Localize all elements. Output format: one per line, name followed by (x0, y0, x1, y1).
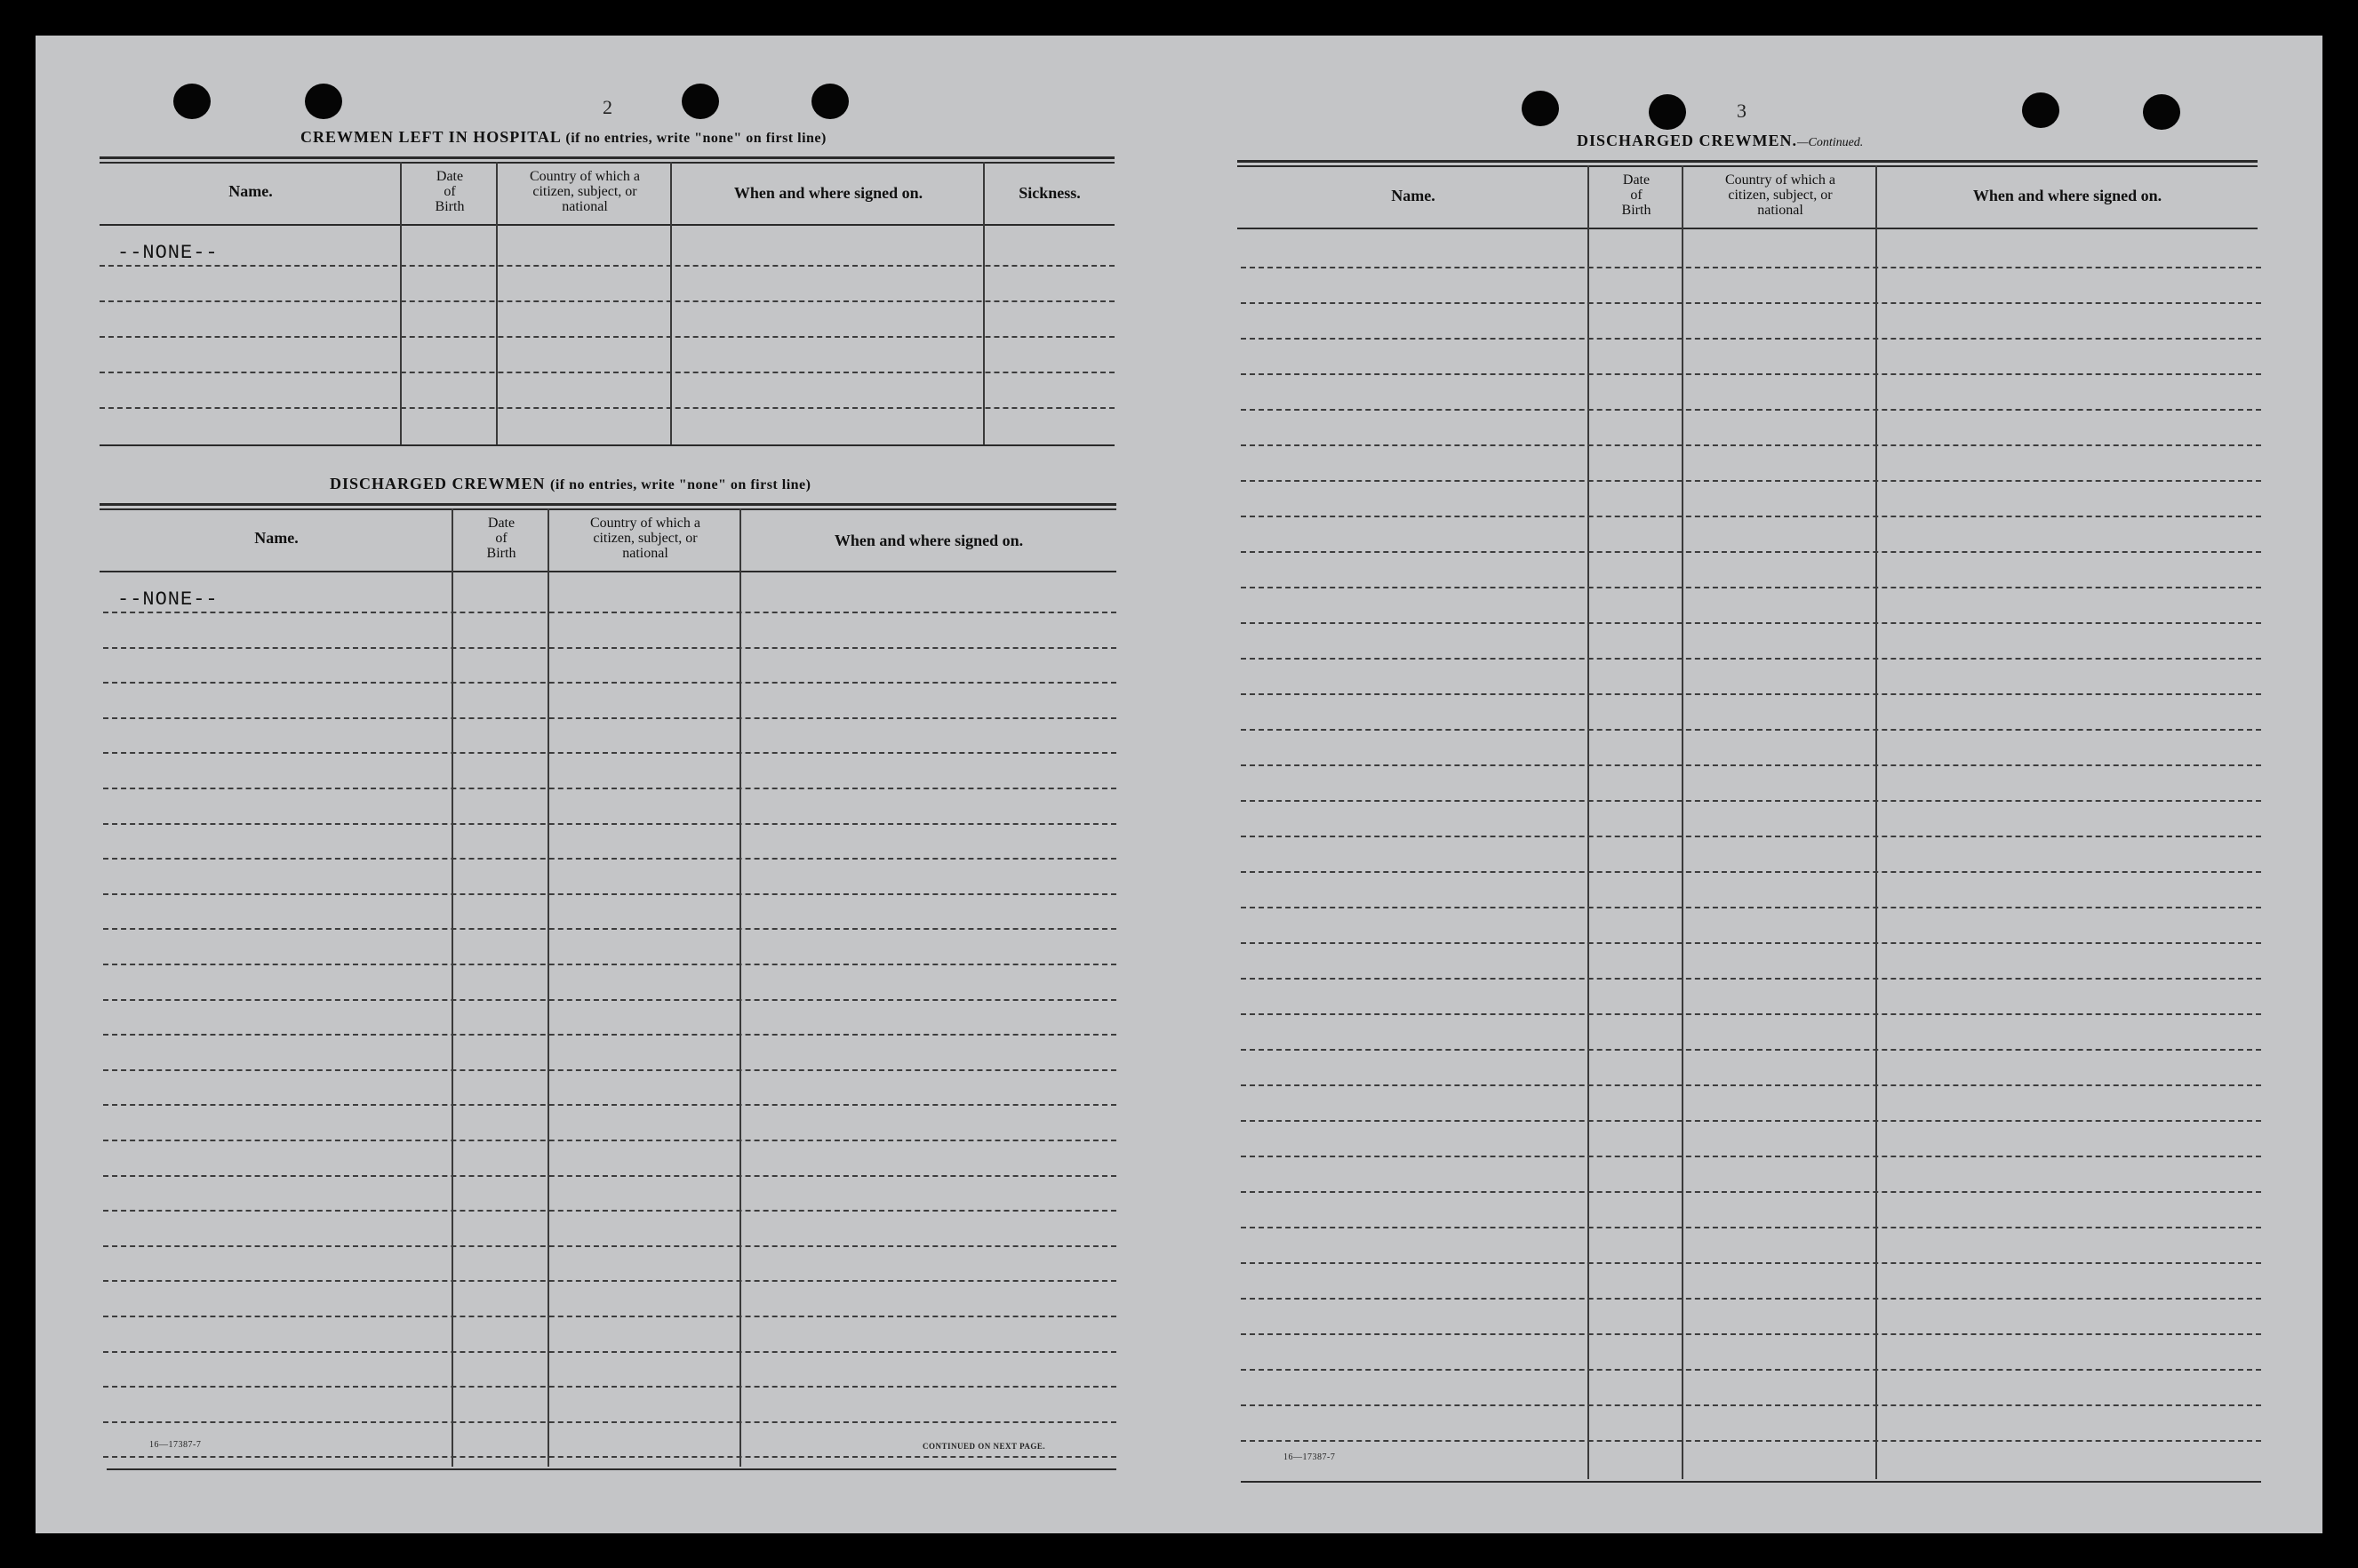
document-scan (36, 36, 2322, 1533)
entry-line (103, 823, 1116, 825)
hospital-entry-none: --NONE-- (117, 242, 219, 264)
entry-line (103, 1351, 1116, 1353)
entry-line (1241, 907, 2261, 908)
entry-line (103, 1104, 1116, 1106)
entry-line (103, 1245, 1116, 1247)
entry-line (103, 612, 1116, 613)
hospital-table-top-rule (100, 156, 1115, 159)
entry-line (103, 964, 1116, 965)
entry-line (100, 372, 1115, 373)
hospital-header-rule (100, 224, 1115, 226)
entry-line (1241, 267, 2261, 268)
discharged-title-note: (if no entries, write "none" on first line) (550, 477, 811, 492)
entry-line (1241, 1120, 2261, 1122)
discharged-table-top-rule-inner (100, 508, 1116, 510)
entry-line (1241, 1049, 2261, 1051)
right-table-top-rule (1237, 160, 2258, 163)
page-number: 2 (603, 96, 612, 118)
continued-note: CONTINUED ON NEXT PAGE. (923, 1442, 1046, 1451)
entry-line (103, 752, 1116, 754)
entry-line (1241, 693, 2261, 695)
hospital-title-text: CREWMEN LEFT IN HOSPITAL (300, 128, 561, 146)
right-header-rule (1237, 228, 2258, 229)
punch-hole (2143, 94, 2180, 130)
entry-line (103, 999, 1116, 1001)
discharged-title-text: DISCHARGED CREWMEN (330, 475, 546, 492)
punch-hole (2022, 92, 2059, 128)
column-header-signed-on: When and where signed on. (834, 532, 1024, 549)
entry-line (1241, 338, 2261, 340)
entry-line (1241, 1191, 2261, 1193)
entry-line (100, 300, 1115, 302)
entry-line (1241, 871, 2261, 873)
punch-hole (811, 84, 849, 119)
entry-line (1241, 658, 2261, 660)
column-header-date-of-birth: Date of Birth (1621, 172, 1651, 218)
entry-line (103, 1034, 1116, 1036)
column-header-name: Name. (254, 529, 299, 547)
punch-hole (1649, 94, 1686, 130)
hospital-section-title (300, 128, 827, 147)
entry-line (1241, 1013, 2261, 1015)
entry-line (103, 647, 1116, 649)
entry-line (1241, 409, 2261, 411)
entry-line (1241, 1333, 2261, 1335)
entry-line (1241, 1156, 2261, 1157)
page-number: 3 (1737, 100, 1747, 122)
discharged-entry-none: --NONE-- (117, 588, 219, 611)
entry-line (1241, 551, 2261, 553)
entry-line (1241, 1227, 2261, 1228)
entry-line (100, 336, 1115, 338)
entry-line (100, 407, 1115, 409)
punch-hole (1522, 91, 1559, 126)
form-number: 16—17387-7 (149, 1440, 202, 1450)
column-divider (452, 508, 453, 1467)
right-table-top-rule-inner (1237, 165, 2258, 167)
right-title-continued: —Continued. (1797, 136, 1864, 149)
entry-line (1241, 480, 2261, 482)
hospital-table-bottom-rule (100, 444, 1115, 446)
column-divider (1875, 165, 1877, 1479)
form-number: 16—17387-7 (1283, 1452, 1336, 1462)
entry-line (1241, 516, 2261, 517)
entry-line (103, 1175, 1116, 1177)
entry-line (1241, 587, 2261, 588)
punch-hole (173, 84, 211, 119)
entry-line (1241, 622, 2261, 624)
hospital-title-note: (if no entries, write "none" on first line) (565, 131, 827, 146)
punch-hole (682, 84, 719, 119)
entry-line (103, 1069, 1116, 1071)
column-divider (400, 162, 402, 444)
column-header-date-of-birth: Date of Birth (486, 516, 516, 561)
column-header-signed-on: When and where signed on. (1972, 187, 2162, 204)
column-header-name: Name. (1391, 187, 1435, 204)
entry-line (103, 1210, 1116, 1212)
entry-line (1241, 444, 2261, 446)
right-table-bottom-rule (1241, 1481, 2261, 1483)
entry-line (1241, 302, 2261, 304)
entry-line (103, 1280, 1116, 1282)
punch-hole (305, 84, 342, 119)
entry-line (1241, 1298, 2261, 1300)
entry-line (103, 682, 1116, 684)
entry-line (100, 265, 1115, 267)
column-divider (670, 162, 672, 444)
entry-line (1241, 1084, 2261, 1086)
column-divider (548, 508, 549, 1467)
entry-line (103, 1316, 1116, 1317)
entry-line (103, 788, 1116, 789)
entry-line (103, 1386, 1116, 1388)
entry-line (1241, 373, 2261, 375)
column-header-signed-on: When and where signed on. (733, 184, 923, 202)
entry-line (103, 1421, 1116, 1423)
column-divider (1682, 165, 1683, 1479)
hospital-table-top-rule-inner (100, 162, 1115, 164)
entry-line (103, 893, 1116, 895)
right-section-title (1577, 132, 1863, 150)
column-header-date-of-birth: Date of Birth (435, 169, 465, 214)
column-header-country: Country of which a citizen, subject, or national (590, 516, 700, 561)
column-divider (983, 162, 985, 444)
column-divider (739, 508, 741, 1467)
entry-line (1241, 764, 2261, 766)
entry-line (1241, 800, 2261, 802)
column-header-country: Country of which a citizen, subject, or national (530, 169, 640, 214)
discharged-section-title (330, 475, 811, 493)
entry-line (1241, 978, 2261, 980)
entry-line (1241, 1369, 2261, 1371)
entry-line (103, 928, 1116, 930)
entry-line (1241, 729, 2261, 731)
entry-line (103, 1140, 1116, 1141)
entry-line (1241, 836, 2261, 837)
discharged-table-bottom-rule (107, 1468, 1116, 1470)
discharged-header-rule (100, 571, 1116, 572)
column-header-name: Name. (228, 182, 273, 200)
entry-line (1241, 1404, 2261, 1406)
entry-line (1241, 1262, 2261, 1264)
column-header-country: Country of which a citizen, subject, or national (1725, 172, 1835, 218)
discharged-table-top-rule (100, 503, 1116, 506)
entry-line (103, 717, 1116, 719)
right-title-text: DISCHARGED CREWMEN. (1577, 132, 1798, 149)
entry-line (1241, 942, 2261, 944)
entry-line (103, 1456, 1116, 1458)
entry-line (1241, 1440, 2261, 1442)
column-divider (1587, 165, 1589, 1479)
entry-line (103, 858, 1116, 860)
column-divider (496, 162, 498, 444)
column-header-sickness: Sickness. (1019, 184, 1081, 202)
